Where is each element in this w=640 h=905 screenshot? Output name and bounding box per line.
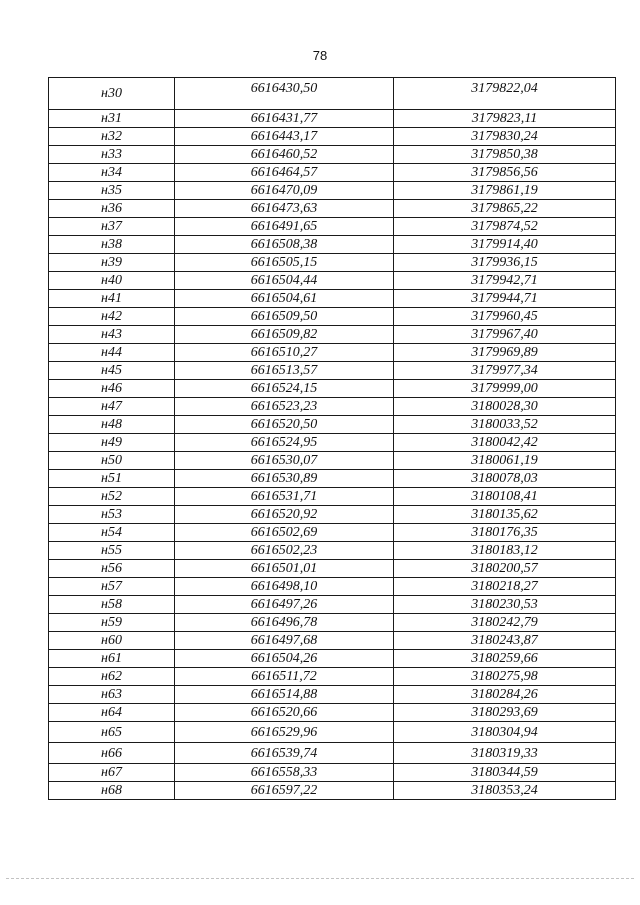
table-row — [49, 182, 616, 200]
point-id-cell: н43 — [49, 326, 175, 344]
x-coordinate-cell: 6616470,09 — [175, 182, 394, 200]
y-coordinate-cell: 3180061,19 — [394, 452, 616, 470]
x-coordinate-cell: 6616508,38 — [175, 236, 394, 254]
scan-footer-line — [6, 878, 634, 879]
y-coordinate-cell: 3180242,79 — [394, 614, 616, 632]
x-coordinate-cell: 6616430,50 — [175, 78, 394, 110]
table-row — [49, 686, 616, 704]
x-coordinate-cell: 6616473,63 — [175, 200, 394, 218]
x-coordinate-cell: 6616531,71 — [175, 488, 394, 506]
table-row — [49, 704, 616, 722]
point-id-cell: н61 — [49, 650, 175, 668]
y-coordinate-cell: 3179914,40 — [394, 236, 616, 254]
point-id-cell: н38 — [49, 236, 175, 254]
point-id-cell: н39 — [49, 254, 175, 272]
point-id-cell: н34 — [49, 164, 175, 182]
y-coordinate-cell: 3179823,11 — [394, 110, 616, 128]
y-coordinate-cell: 3179856,56 — [394, 164, 616, 182]
table-row — [49, 110, 616, 128]
table-row — [49, 200, 616, 218]
table-row — [49, 452, 616, 470]
x-coordinate-cell: 6616523,23 — [175, 398, 394, 416]
y-coordinate-cell: 3180200,57 — [394, 560, 616, 578]
x-coordinate-cell: 6616511,72 — [175, 668, 394, 686]
table-row — [49, 524, 616, 542]
y-coordinate-cell: 3179822,04 — [394, 78, 616, 110]
x-coordinate-cell: 6616431,77 — [175, 110, 394, 128]
point-id-cell: н31 — [49, 110, 175, 128]
coordinates-table-body — [49, 78, 616, 800]
point-id-cell: н42 — [49, 308, 175, 326]
x-coordinate-cell: 6616502,23 — [175, 542, 394, 560]
table-row — [49, 326, 616, 344]
x-coordinate-cell: 6616529,96 — [175, 722, 394, 743]
y-coordinate-cell: 3180042,42 — [394, 434, 616, 452]
table-row — [49, 764, 616, 782]
table-row — [49, 596, 616, 614]
x-coordinate-cell: 6616464,57 — [175, 164, 394, 182]
point-id-cell: н51 — [49, 470, 175, 488]
point-id-cell: н56 — [49, 560, 175, 578]
table-row — [49, 668, 616, 686]
x-coordinate-cell: 6616520,50 — [175, 416, 394, 434]
point-id-cell: н53 — [49, 506, 175, 524]
y-coordinate-cell: 3180304,94 — [394, 722, 616, 743]
coordinates-table — [48, 77, 616, 800]
x-coordinate-cell: 6616497,26 — [175, 596, 394, 614]
y-coordinate-cell: 3179942,71 — [394, 272, 616, 290]
table-row — [49, 434, 616, 452]
x-coordinate-cell: 6616443,17 — [175, 128, 394, 146]
point-id-cell: н41 — [49, 290, 175, 308]
x-coordinate-cell: 6616501,01 — [175, 560, 394, 578]
table-row — [49, 254, 616, 272]
x-coordinate-cell: 6616597,22 — [175, 782, 394, 800]
x-coordinate-cell: 6616504,44 — [175, 272, 394, 290]
point-id-cell: н66 — [49, 743, 175, 764]
y-coordinate-cell: 3179967,40 — [394, 326, 616, 344]
x-coordinate-cell: 6616514,88 — [175, 686, 394, 704]
x-coordinate-cell: 6616520,92 — [175, 506, 394, 524]
table-row — [49, 236, 616, 254]
y-coordinate-cell: 3180344,59 — [394, 764, 616, 782]
point-id-cell: н57 — [49, 578, 175, 596]
y-coordinate-cell: 3179865,22 — [394, 200, 616, 218]
table-row — [49, 488, 616, 506]
x-coordinate-cell: 6616496,78 — [175, 614, 394, 632]
point-id-cell: н55 — [49, 542, 175, 560]
table-row — [49, 398, 616, 416]
y-coordinate-cell: 3180033,52 — [394, 416, 616, 434]
point-id-cell: н46 — [49, 380, 175, 398]
x-coordinate-cell: 6616524,95 — [175, 434, 394, 452]
point-id-cell: н47 — [49, 398, 175, 416]
y-coordinate-cell: 3179944,71 — [394, 290, 616, 308]
table-row — [49, 272, 616, 290]
x-coordinate-cell: 6616530,07 — [175, 452, 394, 470]
x-coordinate-cell: 6616504,26 — [175, 650, 394, 668]
table-row — [49, 416, 616, 434]
y-coordinate-cell: 3180108,41 — [394, 488, 616, 506]
point-id-cell: н40 — [49, 272, 175, 290]
point-id-cell: н58 — [49, 596, 175, 614]
x-coordinate-cell: 6616502,69 — [175, 524, 394, 542]
table-row — [49, 164, 616, 182]
y-coordinate-cell: 3179936,15 — [394, 254, 616, 272]
table-row — [49, 560, 616, 578]
point-id-cell: н67 — [49, 764, 175, 782]
table-row — [49, 614, 616, 632]
table-row — [49, 743, 616, 764]
y-coordinate-cell: 3180078,03 — [394, 470, 616, 488]
y-coordinate-cell: 3179977,34 — [394, 362, 616, 380]
x-coordinate-cell: 6616509,50 — [175, 308, 394, 326]
x-coordinate-cell: 6616520,66 — [175, 704, 394, 722]
y-coordinate-cell: 3180275,98 — [394, 668, 616, 686]
x-coordinate-cell: 6616509,82 — [175, 326, 394, 344]
point-id-cell: н60 — [49, 632, 175, 650]
table-row — [49, 146, 616, 164]
x-coordinate-cell: 6616539,74 — [175, 743, 394, 764]
point-id-cell: н35 — [49, 182, 175, 200]
point-id-cell: н44 — [49, 344, 175, 362]
table-row — [49, 128, 616, 146]
point-id-cell: н63 — [49, 686, 175, 704]
y-coordinate-cell: 3180176,35 — [394, 524, 616, 542]
table-row — [49, 650, 616, 668]
x-coordinate-cell: 6616504,61 — [175, 290, 394, 308]
x-coordinate-cell: 6616498,10 — [175, 578, 394, 596]
x-coordinate-cell: 6616524,15 — [175, 380, 394, 398]
point-id-cell: н52 — [49, 488, 175, 506]
table-row — [49, 290, 616, 308]
point-id-cell: н37 — [49, 218, 175, 236]
y-coordinate-cell: 3180243,87 — [394, 632, 616, 650]
table-row — [49, 218, 616, 236]
point-id-cell: н68 — [49, 782, 175, 800]
x-coordinate-cell: 6616530,89 — [175, 470, 394, 488]
point-id-cell: н59 — [49, 614, 175, 632]
y-coordinate-cell: 3180353,24 — [394, 782, 616, 800]
point-id-cell: н32 — [49, 128, 175, 146]
point-id-cell: н49 — [49, 434, 175, 452]
y-coordinate-cell: 3179850,38 — [394, 146, 616, 164]
y-coordinate-cell: 3180259,66 — [394, 650, 616, 668]
point-id-cell: н45 — [49, 362, 175, 380]
x-coordinate-cell: 6616513,57 — [175, 362, 394, 380]
x-coordinate-cell: 6616505,15 — [175, 254, 394, 272]
point-id-cell: н62 — [49, 668, 175, 686]
y-coordinate-cell: 3180218,27 — [394, 578, 616, 596]
page-number: 78 — [312, 48, 328, 63]
table-row — [49, 722, 616, 743]
point-id-cell: н65 — [49, 722, 175, 743]
y-coordinate-cell: 3180319,33 — [394, 743, 616, 764]
table-row — [49, 632, 616, 650]
x-coordinate-cell: 6616491,65 — [175, 218, 394, 236]
table-row — [49, 344, 616, 362]
table-row — [49, 380, 616, 398]
point-id-cell: н33 — [49, 146, 175, 164]
point-id-cell: н36 — [49, 200, 175, 218]
x-coordinate-cell: 6616460,52 — [175, 146, 394, 164]
table-row — [49, 470, 616, 488]
y-coordinate-cell: 3179999,00 — [394, 380, 616, 398]
table-row — [49, 78, 616, 110]
table-row — [49, 542, 616, 560]
y-coordinate-cell: 3180293,69 — [394, 704, 616, 722]
y-coordinate-cell: 3179830,24 — [394, 128, 616, 146]
x-coordinate-cell: 6616497,68 — [175, 632, 394, 650]
y-coordinate-cell: 3180135,62 — [394, 506, 616, 524]
table-row — [49, 578, 616, 596]
y-coordinate-cell: 3180284,26 — [394, 686, 616, 704]
y-coordinate-cell: 3180028,30 — [394, 398, 616, 416]
point-id-cell: н30 — [49, 78, 175, 110]
y-coordinate-cell: 3179874,52 — [394, 218, 616, 236]
table-row — [49, 782, 616, 800]
point-id-cell: н54 — [49, 524, 175, 542]
x-coordinate-cell: 6616558,33 — [175, 764, 394, 782]
table-row — [49, 506, 616, 524]
y-coordinate-cell: 3180230,53 — [394, 596, 616, 614]
table-row — [49, 308, 616, 326]
point-id-cell: н48 — [49, 416, 175, 434]
y-coordinate-cell: 3179861,19 — [394, 182, 616, 200]
table-row — [49, 362, 616, 380]
point-id-cell: н50 — [49, 452, 175, 470]
y-coordinate-cell: 3179960,45 — [394, 308, 616, 326]
x-coordinate-cell: 6616510,27 — [175, 344, 394, 362]
y-coordinate-cell: 3179969,89 — [394, 344, 616, 362]
point-id-cell: н64 — [49, 704, 175, 722]
y-coordinate-cell: 3180183,12 — [394, 542, 616, 560]
